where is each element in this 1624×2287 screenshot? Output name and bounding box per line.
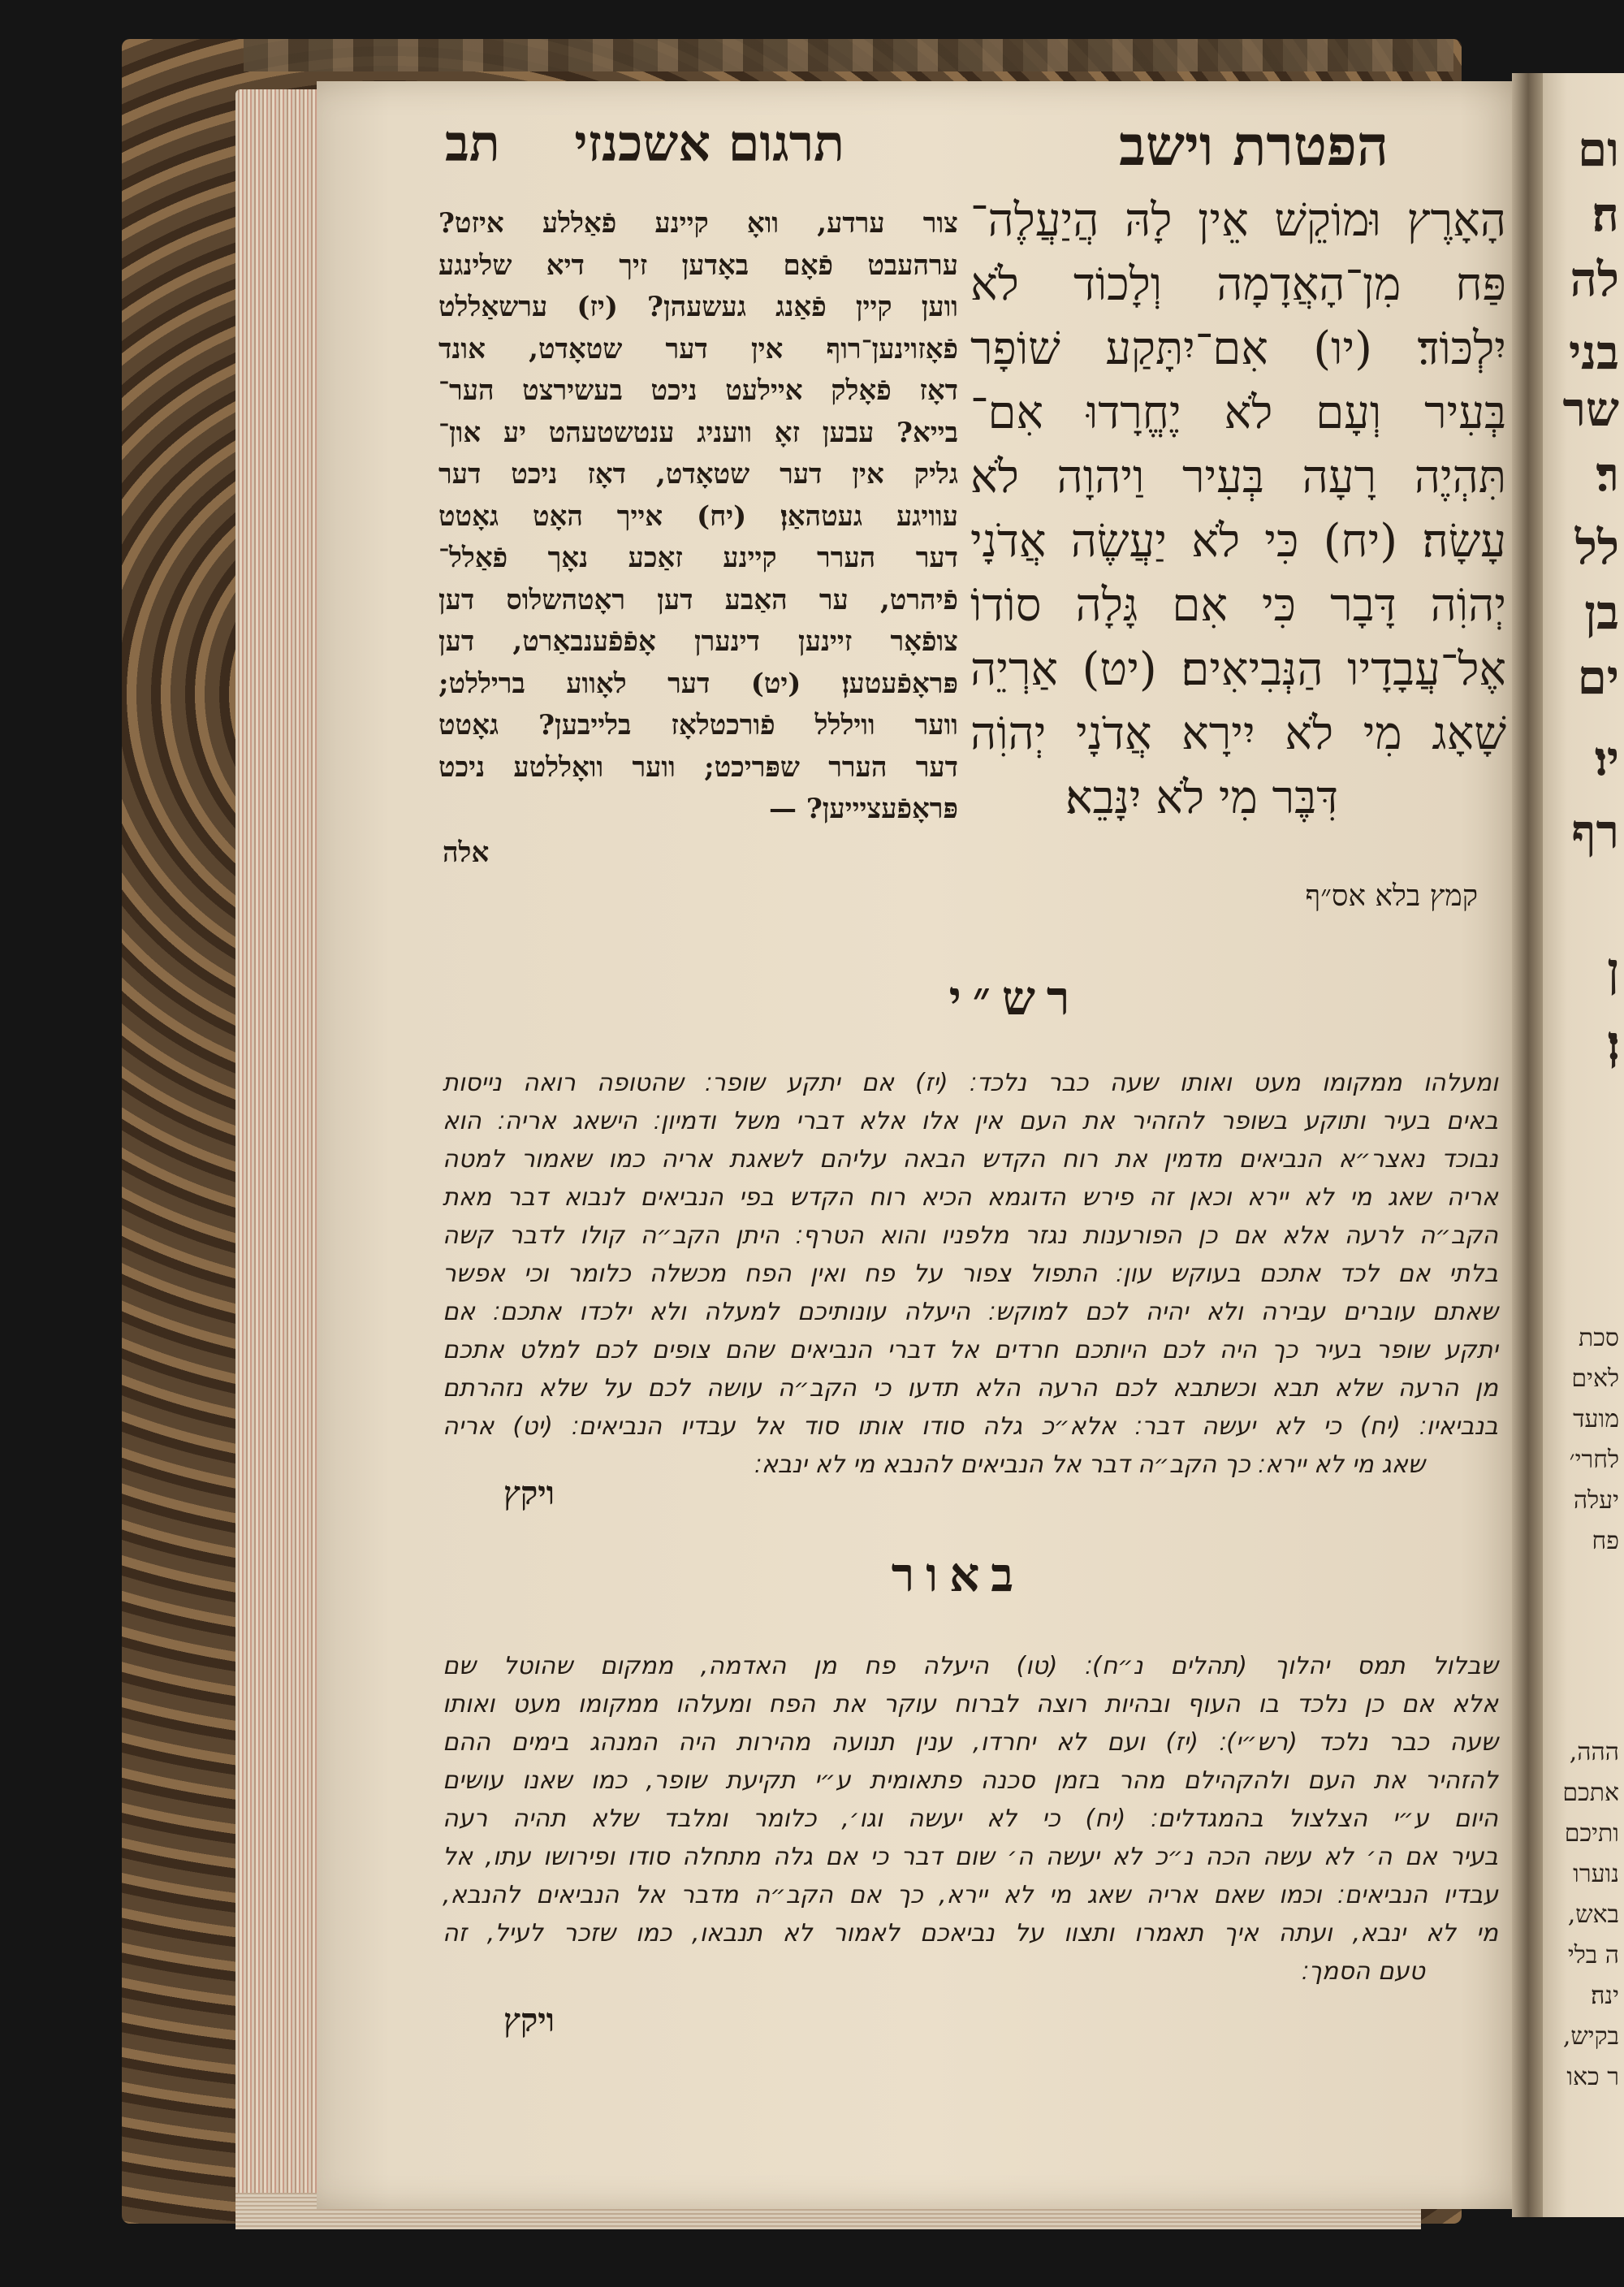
facing-page-fragment: לה xyxy=(1570,252,1619,307)
yiddish-line: גליק אין דער שטאָדט, דאָז ניכט דער xyxy=(438,458,958,491)
facing-page-fragment: סכת xyxy=(1578,1324,1619,1352)
facing-page-fragment: מועד xyxy=(1573,1405,1619,1433)
biur-line: שבלול תמס יהלוך (תהלים נ״ח)׃ (טו) היעלה פח מן האדמה, ממקום שהוטל שם xyxy=(443,1652,1498,1680)
rashi-line: אריה שאג מי לא יירא וכאן זה פירש הדוגמא הכיא רוח הקדש בפי הנביאים לנבוא דבר מאת xyxy=(443,1183,1498,1212)
yiddish-line: דער הערר שפּריכט; ווער וואָללטע ניכט xyxy=(438,750,958,784)
facing-page-fragment: ן xyxy=(1607,942,1619,997)
book-gutter xyxy=(1512,73,1544,2217)
hebrew-line: עָשָׂה׃ (יח) כִּי לֹא יַעֲשֶׂה אֲדֹנָי xyxy=(970,515,1506,568)
facing-page-fragment: ום xyxy=(1577,122,1619,177)
facing-page-fragment: נוערו xyxy=(1573,1860,1619,1888)
rashi-heading: רש״י xyxy=(948,971,1082,1026)
facing-page-fragment: בני xyxy=(1568,325,1619,380)
rashi-catchword: ויקץ xyxy=(503,1474,555,1512)
hebrew-line: תִּהְיֶה רָעָה בְּעִיר וַיהוָה לֹא xyxy=(970,451,1506,504)
biur-line: להזהיר את העם ולהקהילם מהר בזמן סכנה פתאומית ע״י תקיעת שופר, כמו שאנו עושים xyxy=(443,1766,1498,1795)
yiddish-catchword: אלה xyxy=(443,837,490,869)
running-header-right: הפטרת וישב xyxy=(1119,114,1389,179)
cover-top-edge xyxy=(244,39,1453,71)
rashi-line: נבוכד נאצר״א הנביאים מדמין את רוח הקדש הבאה עליהם לשאגת אריה כמו שאמור למטה xyxy=(443,1145,1498,1174)
yiddish-line: פּראָפֿעטען׃ (יט) דער לאָווע בריללט; xyxy=(438,667,958,700)
yiddish-line: עוויגע געטהאַן׃ (יח) אייך האָט גאָטט xyxy=(438,499,958,533)
hebrew-line: יְהוִֹה דָּבָר כִּי אִם גָּלָה סוֹדוֹ xyxy=(970,579,1506,632)
running-header-left: תרגום אשכנזי xyxy=(574,114,844,173)
page-number: תב xyxy=(445,114,500,173)
facing-page-fragment: לאים xyxy=(1571,1364,1619,1393)
yiddish-line: דער הערר קיינע זאַכע נאָך פֿאַלל־ xyxy=(438,542,958,574)
facing-page-fragment: ההה, xyxy=(1569,1738,1619,1766)
biur-line: בעיר אם ה׳ לא עשה הכה נ״כ לא יעשה ה׳ שום דבר כי אם גלה מתחלה סודו ופירושו עתו, אל xyxy=(443,1843,1498,1871)
yiddish-line: צופֿאָר זיינען דינערן אָפֿפֿענבאַרט, דען xyxy=(438,625,958,658)
facing-page-fragment: יעלה xyxy=(1573,1486,1619,1515)
biur-line: עבדיו הנביאים׃ וכמו שאם אריה שאג מי לא יירא, כך אם הקב״ה מדבר אל הנביאים להנבא, xyxy=(443,1881,1498,1909)
hebrew-line: בְּעִיר וְעָם לֹא יֶחֱרָדוּ אִם־ xyxy=(970,387,1506,439)
biur-line: טעם הסמך׃ xyxy=(1301,1957,1425,1986)
rashi-line: מן הרעה שלא תבא וכשתבא לכם הרעה הלא תדעו כי הקב״ה עושה לכם על שלא נזהרתם xyxy=(443,1374,1498,1403)
facing-page-fragment: לחרי׳ xyxy=(1569,1446,1619,1474)
hebrew-line: פַּח מִן־הָאֲדָמָה וְלָכוֹד לֹא xyxy=(970,258,1506,311)
facing-page-fragment: ר׃ xyxy=(1596,447,1619,502)
hebrew-line: שָׁאָג מִי לֹא יִירָא אֲדֹנָי יְהוִֹה xyxy=(970,707,1506,760)
facing-page-fragment: פח xyxy=(1592,1527,1619,1555)
facing-page-fragment: לל xyxy=(1574,520,1619,575)
facing-page-fragment: שר xyxy=(1562,382,1619,437)
biur-line: שעה כבר נלכד (רש״י)׃ (יז) ועם לא יחרדו, ענין תנועה מהירות היה המנהג בימים ההם xyxy=(443,1728,1498,1757)
rashi-line: ומעלהו ממקומו מעט ואותו שעה כבר נלכד׃ (יז) אם יתקע שופר׃ שהטופה רואה נייסות xyxy=(443,1069,1498,1097)
yiddish-line: דאָז פֿאָלק איילעט ניכט בעשירצט הער־ xyxy=(438,374,958,407)
rashi-line: בלתי אם לכד אתכם בעוקש עון׃ התפול צפור על פח ואין הפח מכשלה כלומר וכי אפשר xyxy=(443,1260,1498,1288)
hebrew-line: הָאָרֶץ וּמוֹקֵשׁ אֵין לָהּ הֲיַעֲלֶה־ xyxy=(970,194,1506,247)
rashi-line: שאג מי לא יירא׃ כך הקב״ה דבר אל הנביאים להנבא מי לא ינבא׃ xyxy=(754,1450,1425,1479)
rashi-line: באים בעיר ותוקע בשופר להזהיר את העם אין אלו אלא דברי משל ודמיון׃ הישאג אריה׃ הוא xyxy=(443,1107,1498,1135)
masoretic-note: קמץ בלא אס״ף xyxy=(1305,880,1478,913)
facing-page-fragment: ה בלי xyxy=(1567,1941,1619,1969)
facing-page xyxy=(1543,73,1624,2217)
facing-page-fragment: ר כאו xyxy=(1566,2063,1619,2091)
biur-commentary xyxy=(443,1647,1498,1991)
rashi-line: בנביאיו׃ (יח) כי לא יעשה דבר׃ אלא״כ גלה סודו אותו סוד אל עבדיו הנביאים׃ (יט) אריה xyxy=(443,1412,1498,1441)
yiddish-line: ווען קיין פֿאַנג געשעהן? (יז) ערשאַללט xyxy=(438,291,958,323)
rashi-line: יתקע שופר בעיר כך היה לכם היותכם חרדים אל דברי הנביאים שהם צופים לכם למלט אתכם xyxy=(443,1336,1498,1364)
yiddish-line: ערהעבט פֿאָם באָדען זיך דיא שלינגע xyxy=(438,249,958,282)
hebrew-line: דִּבֶּר מִי לֹא יִנָּבֵא׃ xyxy=(1065,772,1338,824)
rashi-line: הקב״ה לרעה אלא אם כן הפורענות נגזר מלפניו והוא הטרף׃ היתן הקב״ה קולו לדבר קשה xyxy=(443,1221,1498,1250)
hebrew-line: אֶל־עֲבָדָיו הַנְּבִיאִים׃ (יט) אַרְיֵה xyxy=(970,643,1506,696)
rashi-line: שאתם עוברים עבירה ולא יהיה לכם למוקש׃ היעלה עונותיכם למעלה ולא ילכדו אתכם׃ אם xyxy=(443,1298,1498,1326)
facing-page-fragment: רף xyxy=(1571,804,1619,859)
facing-page-fragment: ותיכם xyxy=(1564,1819,1619,1848)
yiddish-line: פֿיהרט, ער האַבע דען ראָטהשלוס דען xyxy=(438,583,958,616)
facing-page-fragment: יו׃ xyxy=(1594,731,1619,786)
hebrew-text-column xyxy=(970,188,1506,830)
rashi-commentary xyxy=(443,1064,1498,1484)
yiddish-line: בייא? עבען זאָ וועניג ענטשטעהט יע און־ xyxy=(438,416,958,449)
facing-page-fragment: בן xyxy=(1584,585,1619,640)
yiddish-translation-column xyxy=(438,203,958,831)
biur-line: אלא אם כן נלכד בו העוף ובהיות רוצה לברוח עוקר את הפח ומעלהו ממקומו מעט ואותו xyxy=(443,1690,1498,1718)
yiddish-line: פּראָפֿעציייען? — xyxy=(769,793,958,825)
facing-page-fragment: ה׃ xyxy=(1592,187,1619,242)
facing-page-fragment: אתכם xyxy=(1562,1779,1619,1807)
yiddish-line: צור ערדע, וואָ קיינע פֿאַללע איזט? xyxy=(438,207,958,240)
facing-page-fragment: ינה׃ xyxy=(1591,1982,1619,2010)
yiddish-line: ווער וויללל פֿורכטלאָז בלייבען? גאָטט xyxy=(438,709,958,741)
facing-page-fragment: ים xyxy=(1577,650,1619,705)
hebrew-line: יִלְכּוֹד׃ (יו) אִם־יִתָּקַע שׁוֹפָר xyxy=(970,322,1506,375)
facing-page-fragment: באש, xyxy=(1567,1900,1619,1929)
yiddish-line: פֿאָזוינען־רוף אין דער שטאָדט, אונד xyxy=(438,332,958,365)
biur-line: מי לא ינבא, ועתה איך תאמרו ותצוו על נביאכם לאמור לא תנבאו, כמו שזכר לעיל, זה xyxy=(443,1919,1498,1948)
facing-page-fragment: ן׃ xyxy=(1607,1015,1619,1070)
biur-line: היום ע״י הצלצול בהמגדלים׃ (יח) כי לא יעשה וגו׳, כלומר ומלבד שלא תהיה רעה xyxy=(443,1805,1498,1833)
biur-catchword: ויקץ xyxy=(503,2001,555,2039)
facing-page-fragment: בקיש, xyxy=(1562,2022,1619,2051)
biur-heading: באור xyxy=(891,1547,1026,1602)
